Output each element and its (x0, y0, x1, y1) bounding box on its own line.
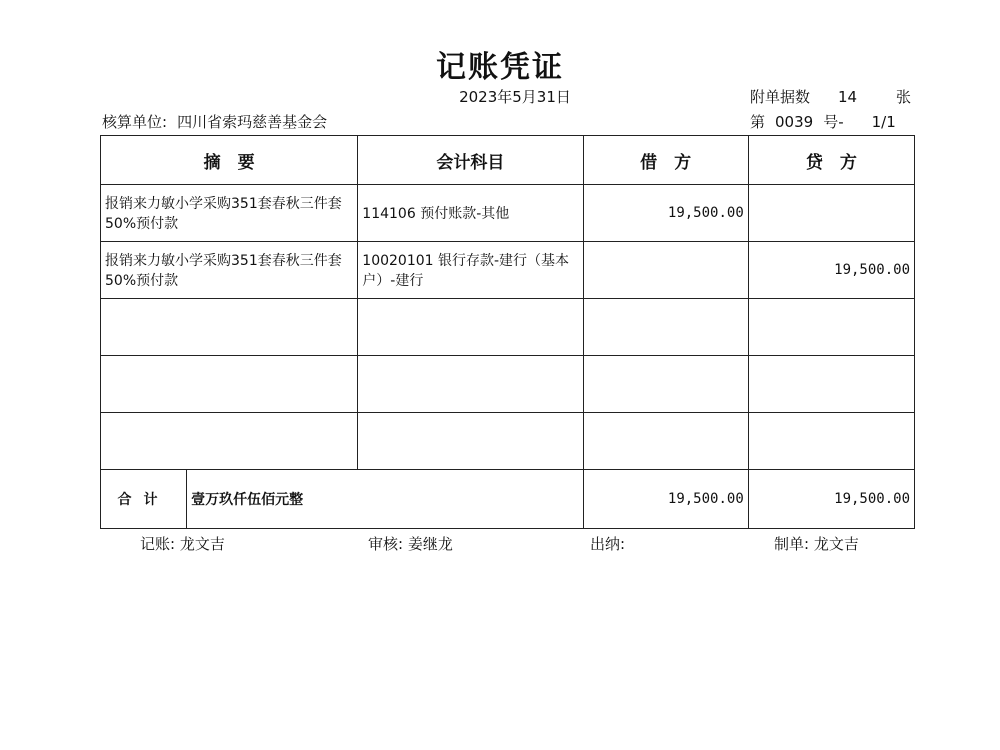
voucher-no: 0039 (775, 113, 814, 131)
cell-account (358, 299, 583, 356)
header-account: 会计科目 (358, 136, 583, 185)
voucher-no-prefix: 第 (750, 113, 766, 131)
cell-debit (583, 356, 748, 413)
cell-debit (583, 299, 748, 356)
cell-summary (101, 299, 358, 356)
cell-debit: 19,500.00 (583, 185, 748, 242)
signature-reviewer (368, 533, 453, 554)
reviewer-name: 姜继龙 (407, 535, 453, 553)
reviewer-label: 审核: (368, 535, 404, 553)
cell-credit (748, 185, 914, 242)
cell-debit (583, 242, 748, 299)
attachments-info (750, 86, 911, 107)
signature-bookkeeper (140, 533, 225, 554)
cell-summary: 报销来力敏小学采购351套春秋三件套50%预付款 (101, 242, 358, 299)
bookkeeper-label: 记账: (140, 535, 176, 553)
signature-cashier (590, 533, 625, 554)
cell-credit (748, 413, 914, 470)
cell-credit (748, 299, 914, 356)
signature-preparer (774, 533, 859, 554)
voucher-no-suffix: 号- (823, 113, 844, 131)
preparer-label: 制单: (774, 535, 810, 553)
table-header-row (101, 136, 915, 185)
cell-credit: 19,500.00 (748, 242, 914, 299)
cell-credit (748, 356, 914, 413)
cashier-label: 出纳: (590, 535, 626, 553)
cell-account (358, 413, 583, 470)
header-summary: 摘 要 (101, 136, 358, 185)
unit-name: 四川省索玛慈善基金会 (177, 113, 328, 131)
header-debit: 借 方 (583, 136, 748, 185)
attachments-label: 附单据数 (750, 88, 811, 106)
bookkeeper-name: 龙文吉 (179, 535, 225, 553)
total-amount-words: 壹万玖仟伍佰元整 (187, 470, 583, 529)
attachments-unit: 张 (896, 88, 912, 106)
cell-account (358, 356, 583, 413)
accounting-unit (102, 111, 327, 132)
attachments-count: 14 (838, 88, 858, 106)
voucher-number (750, 111, 896, 132)
cell-account: 10020101 银行存款-建行（基本户）-建行 (358, 242, 583, 299)
table-row (101, 356, 915, 413)
table-row (101, 413, 915, 470)
cell-summary (101, 356, 358, 413)
table-row (101, 299, 915, 356)
table-row (101, 185, 915, 242)
total-credit: 19,500.00 (748, 470, 914, 529)
total-debit: 19,500.00 (583, 470, 748, 529)
voucher-title: 记账凭证 (436, 50, 564, 85)
header-credit: 贷 方 (748, 136, 914, 185)
total-row (101, 470, 915, 529)
voucher-date: 2023年5月31日 (459, 88, 571, 106)
preparer-name: 龙文吉 (813, 535, 859, 553)
table-row (101, 242, 915, 299)
cell-debit (583, 413, 748, 470)
voucher-table (100, 135, 915, 529)
cell-account: 114106 预付账款-其他 (358, 185, 583, 242)
unit-label: 核算单位: (102, 113, 168, 131)
voucher-page: 1/1 (871, 113, 896, 131)
total-label: 合计 (101, 470, 187, 529)
cell-summary: 报销来力敏小学采购351套春秋三件套50%预付款 (101, 185, 358, 242)
cell-summary (101, 413, 358, 470)
